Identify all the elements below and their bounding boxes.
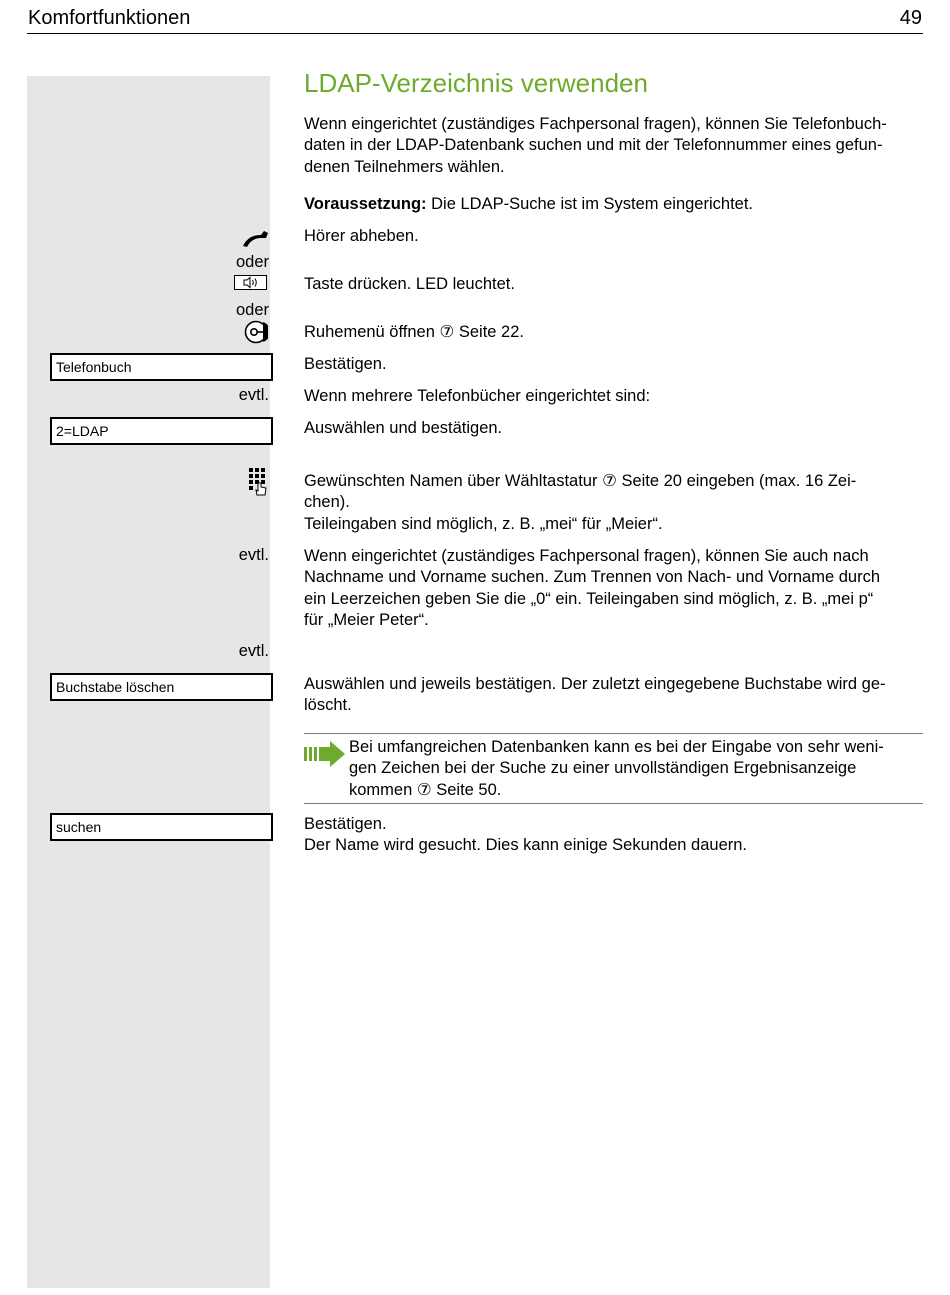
maybe-label: evtl.: [238, 642, 269, 660]
step-speaker: Taste drücken. LED leuchtet.: [304, 275, 515, 293]
intro-line: denen Teilnehmers wählen.: [304, 157, 505, 176]
intro-line: daten in der LDAP-Datenbank suchen und mit der Telefonnummer eines gefun-: [304, 136, 883, 155]
keypad-icon: [248, 467, 270, 497]
or-label: oder: [235, 301, 269, 319]
step-confirm: Bestätigen.: [304, 355, 387, 373]
handset-icon: [241, 229, 269, 249]
prerequisite: [304, 194, 924, 215]
step-search: [304, 814, 924, 857]
step-handset: Hörer abheben.: [304, 227, 419, 245]
step-line: Teileingaben sind möglich, z. B. „mei“ für „Meier“.: [304, 514, 663, 533]
softkey-search[interactable]: suchen: [50, 813, 273, 841]
header-rule: [27, 33, 923, 34]
step-line: Bestätigen.: [304, 815, 387, 833]
prerequisite-label: Voraussetzung:: [304, 195, 427, 213]
note-line: Bei umfangreichen Datenbanken kann es bei der Eingabe von sehr weni-: [349, 738, 884, 756]
step-select: Auswählen und bestätigen.: [304, 419, 503, 437]
softkey-ldap[interactable]: 2=LDAP: [50, 417, 273, 445]
running-header: Komfortfunktionen: [28, 7, 191, 29]
step-line: Der Name wird gesucht. Dies kann einige Sekunden dauern.: [304, 836, 748, 855]
page-number: 49: [899, 7, 922, 29]
step-multi-phonebooks: Wenn mehrere Telefonbücher eingerichtet sind:: [304, 387, 651, 405]
intro-paragraph: [304, 114, 924, 178]
note-top-rule: [304, 733, 923, 734]
step-name-search: [304, 546, 924, 631]
softkey-delete-letter[interactable]: Buchstabe löschen: [50, 673, 273, 701]
step-line: Gewünschten Namen über Wähltastatur ⑦ Seite 20 eingeben (max. 16 Zei-: [304, 472, 857, 490]
step-menu: Ruhemenü öffnen ⑦ Seite 22.: [304, 323, 524, 341]
intro-line: Wenn eingerichtet (zuständiges Fachpersonal fragen), können Sie Telefonbuch-: [304, 115, 887, 133]
step-line: Nachname und Vorname suchen. Zum Trennen von Nach- und Vorname durch: [304, 568, 881, 587]
step-line: Auswählen und jeweils bestätigen. Der zuletzt eingegebene Buchstabe wird ge-: [304, 675, 886, 693]
note-arrow-icon: [304, 741, 346, 767]
maybe-label: evtl.: [238, 386, 269, 404]
menu-key-icon: [244, 320, 268, 344]
note-bottom-rule: [304, 803, 923, 804]
step-delete-letter: [304, 674, 924, 717]
prerequisite-text: Die LDAP-Suche ist im System eingerichtet.: [426, 195, 754, 213]
or-label: oder: [235, 253, 269, 271]
step-line: ein Leerzeichen geben Sie die „0“ ein. Teileingaben sind möglich, z. B. „mei p“: [304, 589, 874, 608]
step-line: Wenn eingerichtet (zuständiges Fachpersonal fragen), können Sie auch nach: [304, 547, 869, 565]
section-title: LDAP-Verzeichnis verwenden: [304, 68, 648, 98]
speaker-key-icon: [234, 275, 267, 290]
step-line: löscht.: [304, 696, 352, 715]
note-line: gen Zeichen bei der Suche zu einer unvollständigen Ergebnisanzeige: [349, 759, 857, 778]
maybe-label: evtl.: [238, 546, 269, 564]
step-enter-name: [304, 471, 924, 535]
note-text: [349, 737, 924, 801]
step-line: für „Meier Peter“.: [304, 610, 429, 629]
step-line: chen).: [304, 493, 350, 512]
softkey-telefonbuch[interactable]: Telefonbuch: [50, 353, 273, 381]
note-line: kommen ⑦ Seite 50.: [349, 780, 502, 799]
